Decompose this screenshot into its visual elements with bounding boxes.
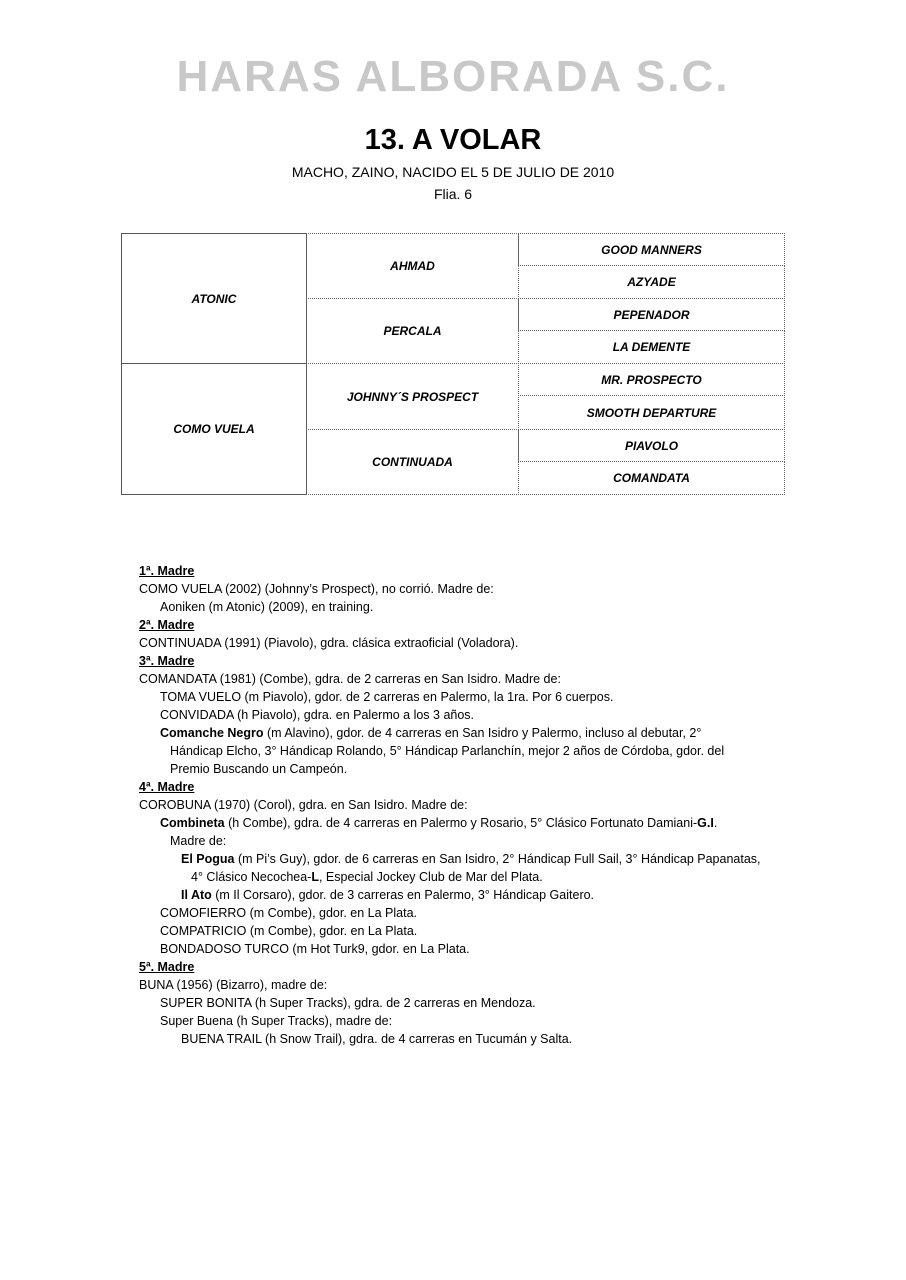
text-line: BONDADOSO TURCO (m Hot Turk9, gdor. en La Plata. — [160, 942, 470, 956]
text-line: Super Buena (h Super Tracks), madre de: — [160, 1014, 393, 1028]
pedigree-dam-sire: JOHNNY´S PROSPECT — [306, 363, 519, 430]
section-heading-5: 5ª. Madre — [139, 960, 195, 974]
text-line: TOMA VUELO (m Piavolo), gdor. de 2 carreras en Palermo, la 1ra. Por 6 cuerpos. — [160, 690, 614, 704]
pedigree-dam-dam: CONTINUADA — [306, 429, 519, 495]
text-segment: , Especial Jockey Club de Mar del Plata. — [318, 870, 543, 884]
pedigree-sire-dam: PERCALA — [306, 298, 519, 364]
text-line — [139, 814, 799, 832]
text-line: Hándicap Elcho, 3° Hándicap Rolando, 5° Hándicap Parlanchín, mejor 2 años de Córdoba, gdor. del — [170, 744, 725, 758]
maternal-line — [139, 562, 799, 1048]
text-line: BUNA (1956) (Bizarro), madre de: — [139, 978, 328, 992]
section-heading-4: 4ª. Madre — [139, 780, 195, 794]
section-heading-2: 2ª. Madre — [139, 618, 195, 632]
text-line: COMO VUELA (2002) (Johnny’s Prospect), no corrió. Madre de: — [139, 582, 494, 596]
bold-name: El Pogua — [181, 852, 235, 866]
horse-title: 13. A VOLAR — [364, 124, 542, 156]
pedigree-dam: COMO VUELA — [121, 363, 307, 495]
pedigree-g3-5: MR. PROSPECTO — [518, 363, 785, 396]
grade-label: G.I — [697, 816, 714, 830]
text-line: Premio Buscando un Campeón. — [170, 762, 348, 776]
pedigree-sire-sire: AHMAD — [306, 233, 519, 299]
text-line — [139, 850, 799, 868]
text-segment: (m Alavino), gdor. de 4 carreras en San Isidro y Palermo, incluso al debutar, 2° — [263, 726, 702, 740]
text-line: CONVIDADA (h Piavolo), gdra. en Palermo a los 3 años. — [160, 708, 475, 722]
text-line: COROBUNA (1970) (Corol), gdra. en San Isidro. Madre de: — [139, 798, 468, 812]
pedigree-g3-7: PIAVOLO — [518, 429, 785, 462]
text-segment: . — [713, 816, 718, 830]
grade-label: L — [311, 870, 319, 884]
text-line: SUPER BONITA (h Super Tracks), gdra. de 2 carreras en Mendoza. — [160, 996, 536, 1010]
bold-name: Il Ato — [181, 888, 212, 902]
text-segment: 4° Clásico Necochea- — [191, 870, 312, 884]
section-heading-3: 3ª. Madre — [139, 654, 195, 668]
pedigree-g3-1: GOOD MANNERS — [518, 233, 785, 266]
bold-name: Combineta — [160, 816, 225, 830]
pedigree-g3-6: SMOOTH DEPARTURE — [518, 395, 785, 430]
text-segment: (m Pi’s Guy), gdor. de 6 carreras en San Isidro, 2° Hándicap Full Sail, 3° Hándicap Papanatas, — [234, 852, 761, 866]
text-line: CONTINUADA (1991) (Piavolo), gdra. clásica extraoficial (Voladora). — [139, 636, 519, 650]
text-line — [139, 724, 799, 742]
text-line: COMPATRICIO (m Combe), gdor. en La Plata. — [160, 924, 418, 938]
text-segment: (h Combe), gdra. de 4 carreras en Palermo y Rosario, 5° Clásico Fortunato Damiani- — [224, 816, 698, 830]
pedigree-g3-4: LA DEMENTE — [518, 330, 785, 364]
pedigree-table — [121, 233, 785, 495]
text-line — [139, 868, 799, 886]
section-heading-1: 1ª. Madre — [139, 564, 195, 578]
pedigree-g3-8: COMANDATA — [518, 461, 785, 495]
pedigree-g3-3: PEPENADOR — [518, 298, 785, 331]
horse-family: Flia. 6 — [433, 186, 473, 202]
text-line — [139, 886, 799, 904]
text-line: Madre de: — [170, 834, 227, 848]
text-segment: (m Il Corsaro), gdor. de 3 carreras en Palermo, 3° Hándicap Gaitero. — [211, 888, 595, 902]
pedigree-sire: ATONIC — [121, 233, 307, 364]
text-line: COMANDATA (1981) (Combe), gdra. de 2 carreras en San Isidro. Madre de: — [139, 672, 561, 686]
text-line: BUENA TRAIL (h Snow Trail), gdra. de 4 carreras en Tucumán y Salta. — [181, 1032, 573, 1046]
text-line: COMOFIERRO (m Combe), gdor. en La Plata. — [160, 906, 418, 920]
text-line: Aoniken (m Atonic) (2009), en training. — [160, 600, 374, 614]
horse-description: MACHO, ZAINO, NACIDO EL 5 DE JULIO DE 2010 — [291, 164, 615, 180]
bold-name: Comanche Negro — [160, 726, 264, 740]
brand-header: HARAS ALBORADA S.C. — [176, 52, 730, 101]
pedigree-g3-2: AZYADE — [518, 265, 785, 299]
